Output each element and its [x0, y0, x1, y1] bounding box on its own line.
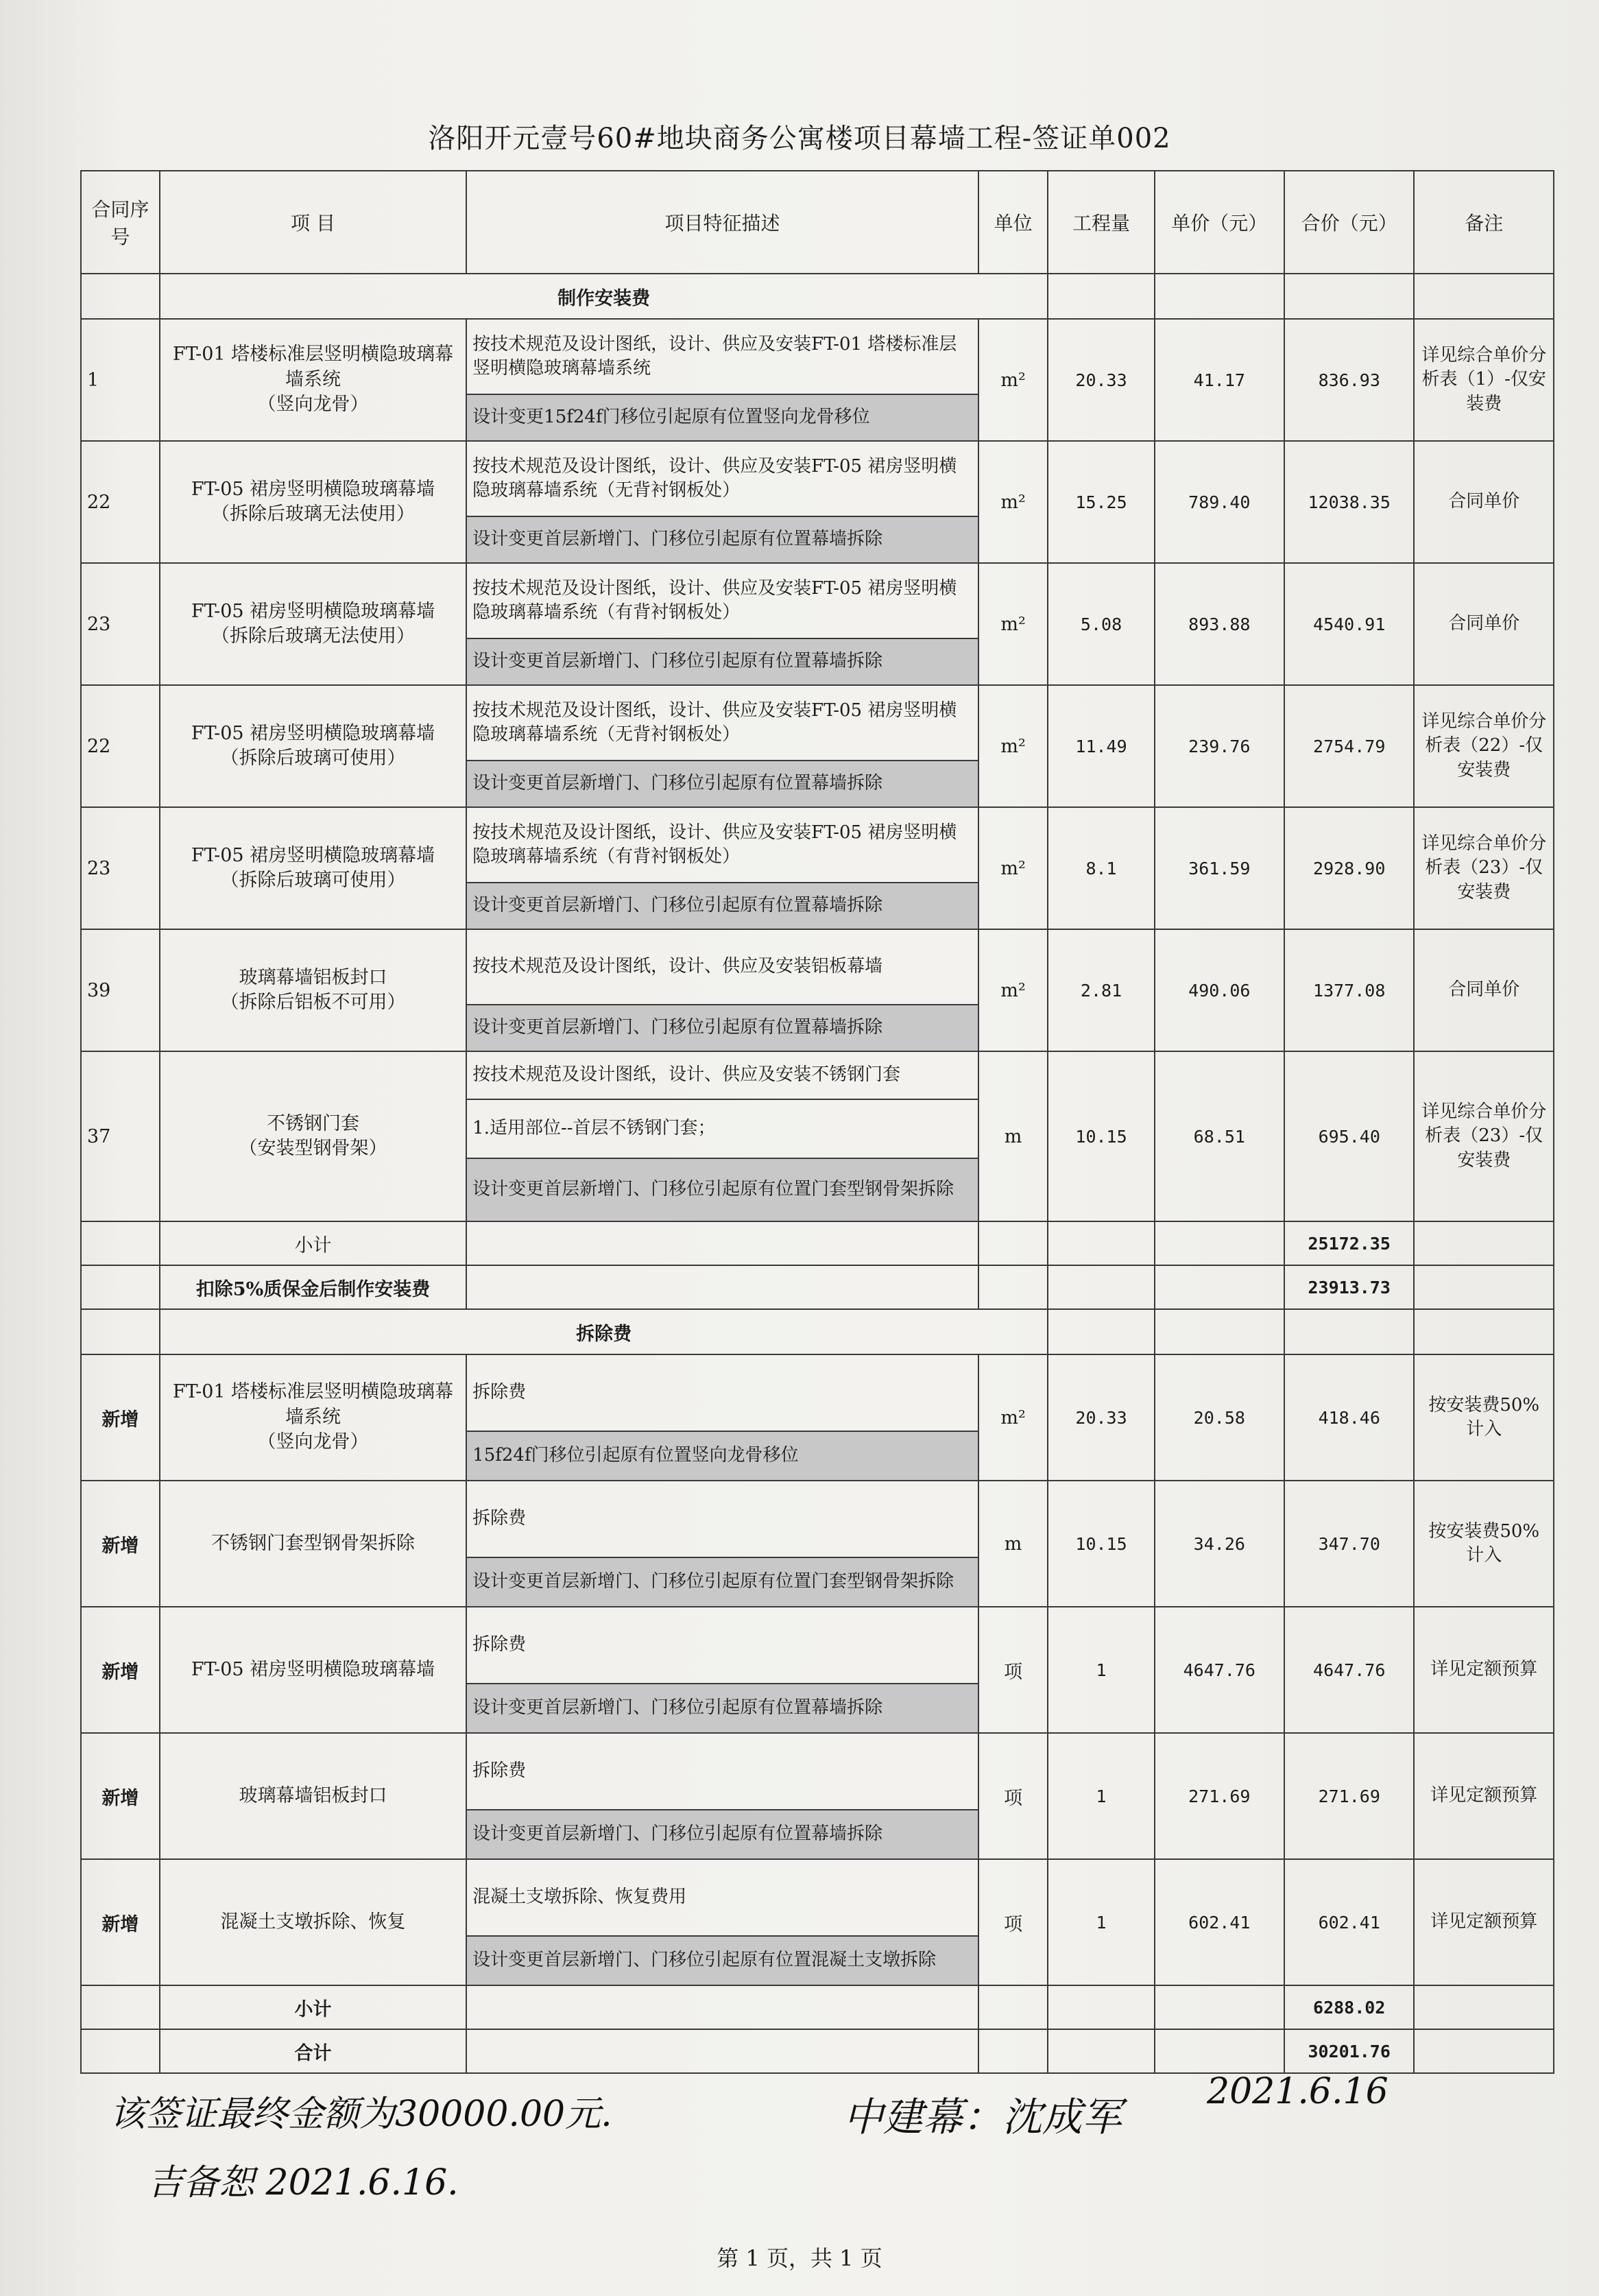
row-total: 2928.90 [1284, 807, 1414, 929]
row-remark: 合同单价 [1414, 563, 1554, 685]
table-row [81, 1733, 1554, 1810]
row-price: 789.40 [1155, 441, 1284, 563]
row-remark: 按安装费50%计入 [1414, 1481, 1554, 1607]
row-unit: m² [978, 441, 1048, 563]
row-qty: 10.15 [1048, 1051, 1154, 1221]
table-row [81, 1354, 1554, 1431]
row-seq: 新增 [81, 1354, 160, 1481]
row-remark: 合同单价 [1414, 929, 1554, 1051]
table-row [81, 1481, 1554, 1557]
row-unit: m² [978, 929, 1048, 1051]
row-desc: 15f24f门移位引起原有位置竖向龙骨移位 [466, 1431, 978, 1481]
visa-table [80, 170, 1554, 2074]
row-total: 418.46 [1284, 1354, 1414, 1481]
row-desc: 1.适用部位--首层不锈钢门套； [466, 1099, 978, 1158]
row-desc: 设计变更首层新增门、门移位引起原有位置门套型钢骨架拆除 [466, 1158, 978, 1221]
row-seq: 新增 [81, 1481, 160, 1607]
row-desc: 按技术规范及设计图纸，设计、供应及安装不锈钢门套 [466, 1051, 978, 1099]
deduct-row-value: 23913.73 [1284, 1265, 1414, 1309]
row-remark: 详见综合单价分析表（1）-仅安装费 [1414, 319, 1554, 441]
handwritten-signature-1: 吉备恕 2021.6.16. [147, 2162, 459, 2203]
row-remark: 详见定额预算 [1414, 1733, 1554, 1859]
row-desc: 设计变更首层新增门、门移位引起原有位置幕墙拆除 [466, 1810, 978, 1859]
row-item: FT-05 裙房竖明横隐玻璃幕墙 （拆除后玻璃可使用） [160, 807, 466, 929]
grand-total [81, 2029, 1554, 2073]
row-price: 271.69 [1155, 1733, 1284, 1859]
row-price: 20.58 [1155, 1354, 1284, 1481]
row-total: 1377.08 [1284, 929, 1414, 1051]
row-seq: 新增 [81, 1607, 160, 1733]
section-demo-label: 拆除费 [160, 1309, 1048, 1354]
row-unit: 项 [978, 1607, 1048, 1733]
row-item: FT-05 裙房竖明横隐玻璃幕墙 （拆除后玻璃无法使用） [160, 441, 466, 563]
row-price: 4647.76 [1155, 1607, 1284, 1733]
row-remark: 按安装费50%计入 [1414, 1354, 1554, 1481]
grand-total-value: 30201.76 [1284, 2029, 1414, 2073]
row-unit: 项 [978, 1733, 1048, 1859]
row-total: 12038.35 [1284, 441, 1414, 563]
row-remark: 详见定额预算 [1414, 1859, 1554, 1985]
row-qty: 10.15 [1048, 1481, 1154, 1607]
table-row [81, 319, 1554, 394]
section-demo-row [81, 1309, 1554, 1354]
row-item: FT-05 裙房竖明横隐玻璃幕墙 （拆除后玻璃可使用） [160, 685, 466, 807]
row-seq: 23 [81, 807, 160, 929]
row-item: FT-05 裙房竖明横隐玻璃幕墙 （拆除后玻璃无法使用） [160, 563, 466, 685]
row-qty: 11.49 [1048, 685, 1154, 807]
row-desc: 混凝土支墩拆除、恢复费用 [466, 1859, 978, 1936]
row-seq: 39 [81, 929, 160, 1051]
row-total: 836.93 [1284, 319, 1414, 441]
row-unit: m² [978, 563, 1048, 685]
header-desc: 项目特征描述 [466, 171, 978, 274]
table-row [81, 1859, 1554, 1936]
row-desc: 拆除费 [466, 1481, 978, 1557]
table-row [81, 441, 1554, 516]
section-install-row [81, 274, 1554, 319]
header-price: 单价（元） [1155, 171, 1284, 274]
row-item: 混凝土支墩拆除、恢复 [160, 1859, 466, 1985]
row-seq: 新增 [81, 1859, 160, 1985]
row-desc: 设计变更15f24f门移位引起原有位置竖向龙骨移位 [466, 394, 978, 441]
row-unit: 项 [978, 1859, 1048, 1985]
row-desc: 设计变更首层新增门、门移位引起原有位置幕墙拆除 [466, 638, 978, 685]
deduct-row [81, 1265, 1554, 1309]
row-item: 玻璃幕墙铝板封口 [160, 1733, 466, 1859]
row-total: 347.70 [1284, 1481, 1414, 1607]
deduct-row-label: 扣除5%质保金后制作安装费 [160, 1265, 466, 1309]
row-price: 490.06 [1155, 929, 1284, 1051]
row-total: 4647.76 [1284, 1607, 1414, 1733]
row-qty: 5.08 [1048, 563, 1154, 685]
row-item: FT-01 塔楼标准层竖明横隐玻璃幕墙系统 （竖向龙骨） [160, 1354, 466, 1481]
row-qty: 20.33 [1048, 1354, 1154, 1481]
row-price: 68.51 [1155, 1051, 1284, 1221]
subtotal-install-value: 25172.35 [1284, 1221, 1414, 1265]
row-desc: 设计变更首层新增门、门移位引起原有位置幕墙拆除 [466, 1005, 978, 1051]
header-unit: 单位 [978, 171, 1048, 274]
handwritten-date-2: 2021.6.16 [1207, 2071, 1388, 2112]
row-seq: 37 [81, 1051, 160, 1221]
row-total: 271.69 [1284, 1733, 1414, 1859]
row-desc: 设计变更首层新增门、门移位引起原有位置混凝土支墩拆除 [466, 1936, 978, 1985]
row-desc: 设计变更首层新增门、门移位引起原有位置门套型钢骨架拆除 [466, 1557, 978, 1607]
subtotal-demo-label: 小计 [160, 1985, 466, 2029]
row-remark: 详见综合单价分析表（23）-仅安装费 [1414, 807, 1554, 929]
row-qty: 1 [1048, 1859, 1154, 1985]
row-qty: 2.81 [1048, 929, 1154, 1051]
row-qty: 8.1 [1048, 807, 1154, 929]
row-price: 239.76 [1155, 685, 1284, 807]
row-remark: 详见定额预算 [1414, 1607, 1554, 1733]
row-item: FT-05 裙房竖明横隐玻璃幕墙 [160, 1607, 466, 1733]
row-seq: 22 [81, 685, 160, 807]
row-qty: 1 [1048, 1733, 1154, 1859]
grand-total-label: 合计 [160, 2029, 466, 2073]
row-unit: m² [978, 1354, 1048, 1481]
row-seq: 23 [81, 563, 160, 685]
row-seq: 1 [81, 319, 160, 441]
row-desc: 设计变更首层新增门、门移位引起原有位置幕墙拆除 [466, 883, 978, 929]
row-unit: m² [978, 319, 1048, 441]
row-qty: 20.33 [1048, 319, 1154, 441]
header-seq: 合同序号 [81, 171, 160, 274]
row-desc: 按技术规范及设计图纸，设计、供应及安装FT-01 塔楼标准层竖明横隐玻璃幕墙系统 [466, 319, 978, 394]
row-price: 34.26 [1155, 1481, 1284, 1607]
subtotal-demo-value: 6288.02 [1284, 1985, 1414, 2029]
handwritten-note: 该签证最终金额为30000.00元. [110, 2094, 612, 2135]
table-row [81, 929, 1554, 1005]
row-item: FT-01 塔楼标准层竖明横隐玻璃幕墙系统 （竖向龙骨） [160, 319, 466, 441]
row-price: 41.17 [1155, 319, 1284, 441]
row-item: 不锈钢门套型钢骨架拆除 [160, 1481, 466, 1607]
row-unit: m [978, 1481, 1048, 1607]
handwritten-signature-2: 中建幕：沈成军 [843, 2094, 1122, 2140]
row-qty: 15.25 [1048, 441, 1154, 563]
document-title: 洛阳开元壹号60#地块商务公寓楼项目幕墙工程-签证单002 [428, 123, 1171, 154]
row-price: 893.88 [1155, 563, 1284, 685]
row-total: 695.40 [1284, 1051, 1414, 1221]
row-desc: 设计变更首层新增门、门移位引起原有位置幕墙拆除 [466, 1684, 978, 1733]
row-price: 361.59 [1155, 807, 1284, 929]
row-desc: 拆除费 [466, 1354, 978, 1431]
row-desc: 拆除费 [466, 1607, 978, 1684]
row-desc: 按技术规范及设计图纸，设计、供应及安装FT-05 裙房竖明横隐玻璃幕墙系统（有背衬钢板处） [466, 807, 978, 883]
row-desc: 按技术规范及设计图纸，设计、供应及安装FT-05 裙房竖明横隐玻璃幕墙系统（有背衬钢板处） [466, 563, 978, 638]
row-unit: m² [978, 807, 1048, 929]
row-desc: 拆除费 [466, 1733, 978, 1810]
table-row [81, 1607, 1554, 1684]
table-row [81, 563, 1554, 638]
header-row [81, 171, 1554, 274]
table-row [81, 685, 1554, 761]
header-total: 合价（元） [1284, 171, 1414, 274]
header-qty: 工程量 [1048, 171, 1154, 274]
subtotal-install-label: 小计 [160, 1221, 466, 1265]
row-desc: 按技术规范及设计图纸，设计、供应及安装FT-05 裙房竖明横隐玻璃幕墙系统（无背衬钢板处） [466, 685, 978, 761]
page-footer: 第 1 页，共 1 页 [717, 2245, 882, 2271]
row-total: 602.41 [1284, 1859, 1414, 1985]
row-desc: 按技术规范及设计图纸，设计、供应及安装FT-05 裙房竖明横隐玻璃幕墙系统（无背衬钢板处） [466, 441, 978, 516]
row-remark: 详见综合单价分析表（22）-仅安装费 [1414, 685, 1554, 807]
row-unit: m [978, 1051, 1048, 1221]
row-remark: 详见综合单价分析表（23）-仅安装费 [1414, 1051, 1554, 1221]
table-row [81, 1051, 1554, 1099]
subtotal-demo [81, 1985, 1554, 2029]
section-install-label: 制作安装费 [160, 274, 1048, 319]
row-remark: 合同单价 [1414, 441, 1554, 563]
row-total: 4540.91 [1284, 563, 1414, 685]
header-remark: 备注 [1414, 171, 1554, 274]
row-seq: 22 [81, 441, 160, 563]
row-qty: 1 [1048, 1607, 1154, 1733]
row-desc: 设计变更首层新增门、门移位引起原有位置幕墙拆除 [466, 761, 978, 807]
subtotal-install [81, 1221, 1554, 1265]
row-item: 不锈钢门套 （安装型钢骨架） [160, 1051, 466, 1221]
row-total: 2754.79 [1284, 685, 1414, 807]
row-desc: 设计变更首层新增门、门移位引起原有位置幕墙拆除 [466, 516, 978, 563]
row-unit: m² [978, 685, 1048, 807]
header-item: 项 目 [160, 171, 466, 274]
row-desc: 按技术规范及设计图纸，设计、供应及安装铝板幕墙 [466, 929, 978, 1005]
row-item: 玻璃幕墙铝板封口 （拆除后铝板不可用） [160, 929, 466, 1051]
table-row [81, 807, 1554, 883]
row-price: 602.41 [1155, 1859, 1284, 1985]
row-seq: 新增 [81, 1733, 160, 1859]
